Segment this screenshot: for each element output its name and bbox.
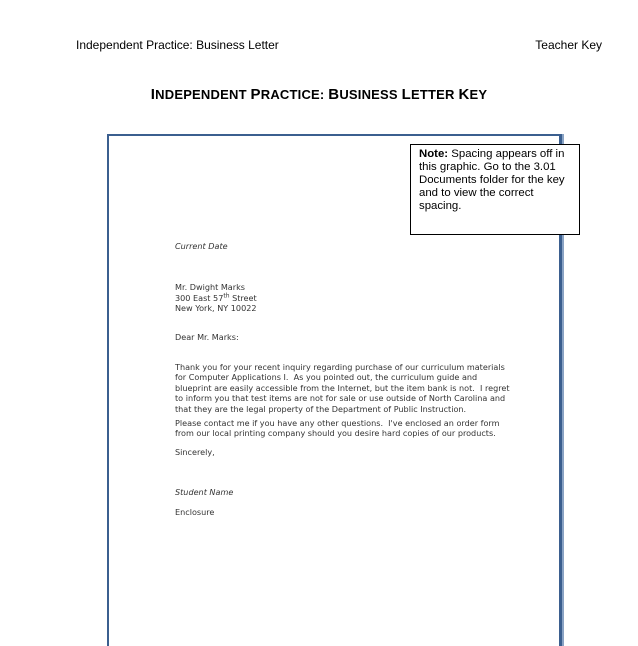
letter-salutation: Dear Mr. Marks: [175,332,239,342]
letter-body-line: from our local printing company should you desire hard copies of our products. [175,428,496,439]
page-title [0,86,638,103]
letter-body-line: for Computer Applications I. As you pointed out, the curriculum guide and [175,372,478,383]
title-rest: RACTICE: [260,87,329,102]
title-rest: NDEPENDENT [155,87,251,102]
letter-body-line: blueprint are easily accessible from the Internet, but the item bank is not. I regret [175,382,510,393]
letter-address-city: New York, NY 10022 [175,303,257,313]
letter-address-street [175,293,257,303]
letter-body-line: that they are the legal property of the Department of Public Instruction. [175,403,467,414]
note-text: Spacing appears off in this graphic. Go to the 3.01 Documents folder for the key and to view the correct spacing. [419,148,565,212]
letter-signature: Student Name [175,487,234,497]
street-text: 300 East 57 [175,292,224,303]
header-right-label: Teacher Key [535,38,602,52]
letter-body-line: Thank you for your recent inquiry regarding purchase of our curriculum materials [175,362,505,372]
title-rest: ETTER [411,87,459,102]
header-left-title: Independent Practice: Business Letter [76,38,279,52]
title-cap: I [150,86,156,103]
note-label: Note: [419,148,449,160]
title-rest: USINESS [339,87,402,102]
title-cap: K [458,86,470,103]
title-cap: B [328,86,340,103]
title-cap: L [401,86,411,103]
street-ordinal: th [223,291,230,299]
title-cap: P [250,86,261,103]
letter-date: Current Date [175,241,228,251]
letter-body-line: Please contact me if you have any other questions. I've enclosed an order form [175,418,500,428]
letter-enclosure: Enclosure [175,507,215,517]
street-suffix: Street [229,292,257,303]
letter-closing: Sincerely, [175,447,215,457]
letter-body-line: to inform you that test items are not for sale or use outside of North Carolina and [175,393,506,404]
note-box [410,144,580,235]
title-rest: EY [469,87,488,102]
letter-address-name: Mr. Dwight Marks [175,282,246,292]
